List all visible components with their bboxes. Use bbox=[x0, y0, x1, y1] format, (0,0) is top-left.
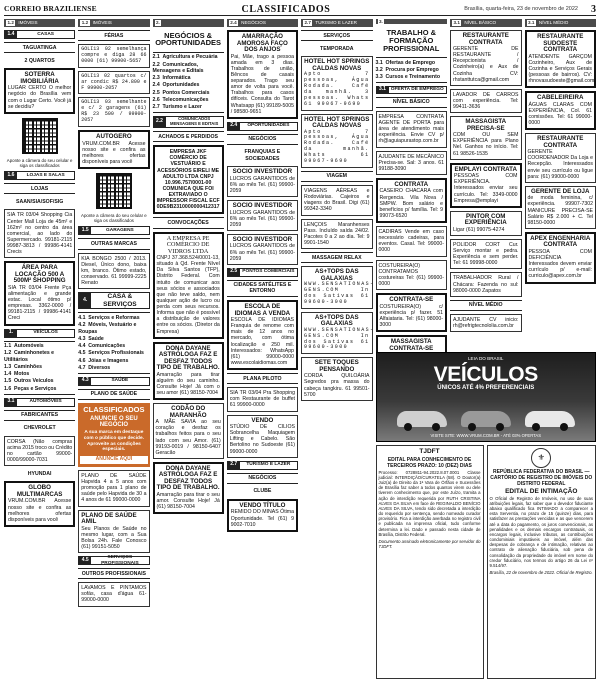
classified-ad: AUTOGERO VRUM.COM.BR Acesse nosso site e confira as melhores ofertas disponíveis para você bbox=[78, 130, 149, 169]
classified-ad: ESCOLA DE IDIOMAS A VENDA ESCOLA DE IDIOMAS Franquia de renome com mais de 12 anos no mercado, com ótima localização e 250 mil. Interessados: WhatsApp (61) 99000-0000 www.escolaidiomas.com bbox=[227, 300, 298, 370]
category-bar-oferta-emprego: 3.1 OFERTA DE EMPREGO bbox=[376, 86, 448, 94]
index-item: 4.5 Serviços Profissionais bbox=[78, 350, 144, 357]
classified-ad: RESTAURANTE CONTRATA GERENTE DE RESTAURANTE / Recepcionista / Cozinheiro(a) e Aux de Cozinha CV: rhstanttutca@gmail.com bbox=[450, 30, 522, 86]
category-bar-oportunidades: 2.4 OPORTUNIDADES bbox=[227, 122, 298, 131]
column-6 bbox=[375, 19, 448, 352]
classified-ad: HOTEL HOT SPRINGS CALDAS NOVAS Apto 7 pessoas, Água Rodada. Café da manhã. 3 pessoas. Whats 61 99067-9690 bbox=[301, 56, 373, 110]
classified-ad: AMARRAÇÃO AMOROSA FAÇO DOS ANJOS Pai, Mãe, trago a pessoa amada em 3 dias. Trabalhos de união, Bêncos de casais separados. Trago seu amor de volta para você. Trabalhos para casos difíceis. Consulta do Tarot Whatsapp (61) 99189-5005 / 98580-9651 bbox=[227, 30, 298, 119]
classified-ad: LAVADOR DE CARROS com experiência. Tel: 99411-3636 bbox=[450, 89, 522, 113]
category-bar-automoveis: 3.1 AUTOMÓVEIS bbox=[4, 398, 75, 407]
subcategory: NEGÓCIOS bbox=[227, 134, 298, 145]
category-bar-servicos-profissionais: 4.5 SERVIÇOS PROFISSIONAIS bbox=[78, 556, 149, 565]
classified-ad: HOTEL HOT SPRINGS CALDAS NOVAS Apto 7 pessoas, Água Rodada. Café da manhã. Whats 61 99067-9690 bbox=[301, 114, 373, 168]
vehicles-banner[interactable]: LEIA DO BRASIL VEÍCULOS ÚNICOS ATÉ 4% PREFERENCIAIS VISITE SITE: WWW.VRUM.COM.BR - ATÉ 03% OFERTAS bbox=[376, 352, 597, 442]
index-item: 4.6 Jóias e Imagens bbox=[78, 357, 129, 364]
column-1 bbox=[4, 19, 75, 679]
business-index bbox=[153, 52, 224, 113]
subcategory: TEMPORADA bbox=[320, 45, 354, 52]
classified-ad: PINTOR COM EXPERIÊNCIA Ligar (61) 99075-4274 bbox=[450, 211, 522, 236]
subcategory: CLUBE bbox=[253, 488, 272, 495]
subcategory: 2 QUARTOS bbox=[24, 57, 55, 64]
classified-ad: CONTRATA-SE COSTUREIRA(O) c/ experiência p/ fazer. 51 Alfaiataria. Tel: (61) 98000-3000 bbox=[376, 293, 448, 332]
subcategory: OUTRAS MARCAS bbox=[78, 238, 149, 249]
classified-ad: APEX ENGENHARIA CONTRATA PESSOA COM DEFICIÊNCIA Interessados devem enviar currículo p/ e-mail: curriculo@apex.com.br bbox=[525, 232, 597, 284]
section-tab: 2.4 NEGÓCIOS bbox=[227, 19, 298, 27]
subcategory: TAGUATINGA bbox=[4, 42, 75, 53]
index-item: 4.4 Comunicações bbox=[78, 343, 126, 350]
category-bar-casa-servicos: 4. CASA & SERVIÇOS bbox=[78, 292, 149, 309]
index-item: 4.2 Móveis, Vestuário e Roupas bbox=[78, 322, 137, 335]
classified-ad: EMPLAYI CONTRATA PESSOAS COM EXPERIÊNCIA. Interessados enviar seu currículo. Tel: 3349-0000 Empresa@emplayi bbox=[450, 163, 522, 208]
car-image bbox=[461, 411, 511, 427]
classified-ad: GOLI13 02 semelhança compre e diga 28 66 0000 (61) 99900-5657 bbox=[78, 44, 149, 68]
classified-ad: SOCIO INVESTIDOR LUCROS GARANTIDOS de 6% ao mês Tel. (61) 99900-2059 bbox=[227, 166, 298, 197]
banner-headline: VEÍCULOS bbox=[433, 363, 538, 386]
dateline: Brasília, quarta-feira, 23 de novembro de 2022 bbox=[464, 6, 578, 13]
classified-ad: GOLI13 03 semelhante e c/ 2 garagens (61) R$ 23 500 / 99900-2057 bbox=[78, 97, 149, 127]
section-tab: 2. bbox=[153, 19, 224, 27]
index-item: 4.1 Serviços e Reformas bbox=[78, 315, 140, 322]
court-notice: TJDFT EDITAL PARA CONHECIMENTO DE TERCEIROS PRAZO: 10 (DEZ) DIAS Processo: 0728811-94.2022.8.07.0001 Classe judicial: INTERDIÇÃO/CURATELA (58). O Doutor(a) Juiz(a) de Direito da 1ª Vara de Órfãos e Sucessões de Brasília faz saber a todos quantos virem ou dele tiverem conhecimento que, por este Juízo, tramita a ação de interdição requerida por RUTH CRISTINA ALVES DA SILVA em face de REGINALDO BENÍCIO ALVES DA SILVA, tendo sido decretada a interdição do requerido por sentença, sendo nomeado curador provisório. Fica a interdição averbada no registro civil e publicada na imprensa oficial, tudo conforme determina a lei. Dado e passado nesta cidade de Brasília, Distrito Federal. Documento assinado eletronicamente por servidor do TJDFT. bbox=[376, 445, 484, 679]
category-bar-casas: 1.4 CASAS bbox=[4, 30, 75, 39]
classified-ad: EMPRESA JKF COMÉRCIO DE VESTUÁRIO E ACESSÓRIOS EIRELI ME ADULTO LTDA CNPJ 10.996.757/0001-00 COMUNICA QUE FOI EXTRAVIADO O IMPRESSOR FISCAL ECF 0DE9B2310000000412317 bbox=[153, 145, 224, 214]
index-item: 1.6 Peças e Serviços bbox=[4, 385, 57, 392]
index-item: 1.2 Caminhonetes e Utilitários bbox=[4, 350, 55, 363]
subcategory: HYUNDAI bbox=[27, 470, 52, 477]
classified-ad: POLIDOR CORT Cur. Serviço montar e pedra. Experiência e sem perder. Tel: 61 99998-0000 bbox=[450, 239, 522, 270]
classified-ad: RESTAURANTE CONTRATA GERENTE COORDENADOR Da Loja e Recepção. Interessados envie seu currículo ou ligue para: (61) 99000-0000 bbox=[525, 133, 597, 183]
section-heading: NEGÓCIOS & OPORTUNIDADES bbox=[155, 30, 222, 48]
column-5 bbox=[301, 19, 373, 679]
classified-ad: MASSAGISTA PRECISA-SE COM OU SEM EXPERIÊNCIA para Plano Nel. Ganhos no início. Tel: 61 98526-1535 bbox=[450, 116, 522, 160]
classified-ad: GERENTE DE LOJA de moda feminina, c/ experiência. 99907-7302 MANICURE PRECISA-SE Salário R$ 2.000 + C. Tel 98150-0000 bbox=[525, 186, 597, 229]
section-tab: 3.1 NÍVEL MÉDIO bbox=[525, 19, 597, 27]
index-item: 4.7 Diversos bbox=[78, 365, 111, 372]
section-tab: 3.1 NÍVEL BÁSICO bbox=[450, 19, 522, 27]
classified-ad: CODÃO DO MARANHÃO A MÃE SAVIA ao seu coração e desfaz os trabalhos feitos para o seu lado com seu Amor. (61) 99193-0019 / 98150-6407 Geracão bbox=[153, 403, 224, 459]
registry-notice: ⚜ REPÚBLICA FEDERATIVA DO BRASIL — CARTÓRIO DE REGISTRO DE IMÓVEIS DO DISTRITO FEDERAL EDITAL DE INTIMAÇÃO O Oficial de Registro de Imóveis, no uso de suas atribuições legais, faz saber que o devedor fiduciante abaixo qualificado fica INTIMADO a comparecer a esta Serventia, no prazo de 15 (quinze) dias, para satisfazer as prestações vencidas e as que vencerem até a data do pagamento, os juros convencionais, as penalidades e os demais encargos contratuais, os encargos legais, inclusive tributos, as contribuições condominiais imputáveis ao imóvel, além das despesas de cobrança e de intimação, relativas ao contrato de alienação fiduciária, sob pena de consolidação da propriedade do imóvel em nome do credor fiduciário, nos termos do artigo 26 da Lei nº 9.514/97. Brasília, 22 de novembro de 2022. Oficial de Registro. bbox=[487, 445, 597, 679]
section-tab: 1.2 IMÓVEIS bbox=[78, 19, 149, 27]
subcategory: FRANQUIAS E SOCIEDADES bbox=[244, 149, 281, 162]
subcategory: MASSAGEM RELAX bbox=[301, 252, 373, 263]
index-item: 4.3 Saúde bbox=[78, 335, 104, 342]
subcategory: PLANA PILOTO bbox=[227, 373, 298, 384]
category-bar-garagens: 1.5 GARAGENS bbox=[78, 226, 149, 235]
classified-ad: CADIRAS Vende em caso necessário cadeiras, para eventos. Casal. Tel: 99000-0000 bbox=[376, 226, 448, 257]
classified-ad: VIAGENS AÉREAS e Rodoviárias. Cajeiros e viagens do Brasil. Digi (61) 99342-3340 bbox=[301, 185, 373, 216]
car-image bbox=[397, 411, 447, 427]
subcategory: CONVOCAÇÕES bbox=[153, 217, 224, 228]
classified-ad: SOCIO INVESTIDOR LUCROS GARANTIDOS de 6% ao mês Tel. (61) 99900-2059 bbox=[227, 234, 298, 265]
column-7 bbox=[450, 19, 522, 349]
column-2 bbox=[78, 19, 149, 679]
category-bar-saude: 4.3 SAÚDE bbox=[78, 377, 149, 386]
jobs-index bbox=[376, 57, 448, 83]
section-tab: 1.2 IMÓVEIS bbox=[4, 19, 75, 27]
index-item: 3.1 Ofertas de Emprego bbox=[375, 59, 436, 66]
qr-code[interactable] bbox=[22, 118, 58, 154]
section-tab: 2.7 TURISMO E LAZER bbox=[301, 19, 373, 27]
index-item: 2.1 Agricultura e Pecuária bbox=[152, 54, 218, 61]
classified-ad: SIA TR 03/04 Shopping Cia Center Mall Loja de 45m² e 162m² no centro da área comercial, ao lado do Supermercado. 99181-2115 99987-3813 / 99986-4141 Crecis bbox=[4, 209, 75, 258]
classified-ad: CABELEIREIRA ÁGUAS CLARAS COM EXPERIÊNCIA, Col. 61 comissões. Tel: 61 99000-0000 bbox=[525, 91, 597, 130]
newspaper-name: CORREIO BRAZILIENSE bbox=[4, 4, 97, 14]
column-8 bbox=[525, 19, 597, 349]
classified-ad: RESTAURANTE SUDOESTE CONTRATA ATENDENTE GARÇOM Cozinheiro, Aux de Cozinha e Serviços Gerais (pessoas de bairros). CV: rhnovasudoeste@gmail.com bbox=[525, 30, 597, 88]
subcategory: CIDADES SATÉLITES E ENTORNO bbox=[227, 280, 298, 297]
category-bar-turismo: 2.7 TURISMO E LAZER bbox=[227, 461, 298, 470]
index-item: 2.5 Pontos Comerciais bbox=[152, 89, 210, 96]
subcategory: PLANO DE SAÚDE bbox=[78, 389, 149, 400]
qr-code[interactable] bbox=[96, 173, 132, 209]
classified-ad: SOTERRA IMOBILIÁRIA LUGAR CERTO O melhor negócio do Brasília vem com o Lugar Certo. Você já se decidiu? bbox=[4, 68, 75, 114]
classified-ad: TRABALHADOR Rural / Chácara: Fazenda no sul: 98000-0000 Zapatos bbox=[450, 272, 522, 296]
advertise-button[interactable]: ANUNCIE AQUI bbox=[80, 456, 147, 464]
index-item: 1.5 Outros Veículos bbox=[4, 378, 54, 385]
index-item: 2.4 Oportunidades bbox=[152, 82, 200, 89]
section-tab: 3. bbox=[376, 19, 448, 24]
classified-ad: DONA DAYANE ASTRÓLOGA FAZ E DESFAZ TODOS TIPO DE TRABALHO. Amarração para tirar o seu amor. Consulte Hoje! Já (61) 98150-7004 bbox=[153, 462, 224, 514]
index-item: 1.3 Caminhões bbox=[4, 363, 42, 370]
classified-ad: DONA DAYANE ASTRÓLOGA FAZ E DESFAZ TODOS TIPO DE TRABALHO. Amarração para tirar alguém do seu caminho. Consulte Hoje! Já com o seu amor (61) 98150-7004 bbox=[153, 342, 224, 401]
index-item: 2.2 Comunicados, Mensagens e Editais bbox=[152, 61, 204, 74]
classified-ad: EMPRESA CONTRATA AGENTE DE PORTA para área de atendimento mais experiência. Envie CV p/ rh@aguiapurastop.com.br bbox=[376, 111, 448, 148]
classified-ad: VENDO STÚDIO DE CILIOS Sobrancelha Maquiagem Lifting e Cabelo. São Bertolino no Sudoeste (61) 99000-0000 bbox=[227, 415, 298, 458]
index-item: 2.6 Telecomunicações bbox=[152, 97, 209, 104]
subcategory: SAAN/SIA/SOF/SIG bbox=[15, 198, 64, 205]
classified-ad: SETE TOQUES PENSANDO CORDA QUILOÁRIA Segredos pra massa do cabeça tangkiru. 61 99501-5700 bbox=[301, 357, 373, 401]
subcategory: CHEVROLET bbox=[23, 425, 56, 432]
classified-ad: GLOBO MULTIMARCAS VRUM.COM.BR Acesse nosso site e confira as melhores ofertas disponíveis para você bbox=[4, 481, 75, 527]
section-heading: TRABALHO & FORMAÇÃO PROFISSIONAL bbox=[383, 27, 440, 53]
classified-ad: AJUDANTE DE MECÂNICO Precisa-se. Sal: 3 anos. 61 99188-3090 bbox=[376, 151, 448, 175]
coat-of-arms-icon: ⚜ bbox=[531, 448, 551, 468]
subcategory: LOJAS bbox=[4, 183, 75, 194]
index-item: 3.2 Procura por Emprego bbox=[375, 66, 439, 73]
subcategory: SERVIÇOS bbox=[301, 30, 373, 41]
column-4 bbox=[227, 19, 298, 679]
right-block bbox=[376, 19, 597, 679]
classified-ad: CONTRATA CASEIRO CHACARA com Rergencia. Vila Nova / SMPW. Bom salário e benefícios p/ família. Tel: 9 99073-6520 bbox=[376, 178, 448, 223]
subcategory: OUTROS PROFISSIONAIS bbox=[78, 568, 149, 579]
classified-ad: LAVAMOS E PINTAMOS sofás, casa d'água 61-99000-0000 bbox=[78, 582, 149, 606]
subcategory: NÍVEL BÁSICO bbox=[376, 97, 448, 108]
index-item: 3.3 Cursos e Treinamento bbox=[375, 74, 440, 81]
classified-ad: COSTUREIRA(O) CONTRATAMOS costureiras Tel: (61) 99900-0000 bbox=[376, 260, 448, 291]
classified-ad: A EMPRESA PE COMÉRCIO DE VIDROS LTDA CNPJ 37.368.524/0001-13, situado à Qd. Frente Nível Da Silva Santos (TFP), Distrito Federal. Com intuito de comunicar aos seus sócios e associados que não teve saldo, nem qualquer ação de lucro ou perda com seus recursos. Informa que não é possível a distribuição de valores entre os sócios. (Diretor da Empresa) bbox=[153, 232, 224, 339]
category-bar-veiculos: 1. VEÍCULOS bbox=[4, 329, 75, 338]
qr-caption: Aponte a câmera do seu celular e siga os classificados bbox=[81, 213, 147, 224]
car-image bbox=[525, 411, 575, 427]
classified-ad: PLANO DE SAÚDE Hapvida 4 a 5 anos com promoção para 1 plano de saúde pelo Hapvida de 30 a 4 anos de 61 99000-0000 bbox=[78, 470, 149, 507]
classified-ad: PLANO DE SAÚDE AMIL Seu Planos de Saúde no mesmo lugar, com a Sua Bolsa 24h. Fale Conosco (61) 99151-5050 bbox=[78, 510, 149, 554]
classified-ad: CORSA (Não compras acima 2015 troco ou Crédito no cartão 99000-0000/99000-7031 bbox=[4, 436, 75, 467]
advertise-promo[interactable]: CLASSIFICADOS ANUNCIE O SEU NEGÓCIO A sua marca em destaque com o público que decide. Aproveite as condições especiais. ANUNCIE AQUI bbox=[78, 403, 149, 467]
classified-ad: KIA BONGO 2500 / 2013. Diesel, Único dono, baixa km, branco. Ótimo estado, conservado. 61 99999-2225 Renato bbox=[78, 253, 149, 290]
category-bar-comunicados: 2.2 COMUNICADOS MENSAGENS E EDITAIS bbox=[153, 116, 224, 128]
classified-ad: LENÇOIS Maranhenses Pass. Incluído saída 24/02. Pacotes 0 a 2 ao dia. Tel: 9 9901-1540 bbox=[301, 219, 373, 250]
page-number: 3 bbox=[591, 3, 596, 15]
subcategory: FÉRIAS bbox=[78, 30, 149, 41]
subcategory: VIAGEM bbox=[301, 171, 373, 182]
classified-ad: AS+TOPS DAS GALAXIAS WWW.SENSATIONAS-GENS.COM In dos Sativas 61 99600-3000 bbox=[301, 266, 373, 309]
subcategory: FABRICANTES bbox=[4, 410, 75, 421]
qr-caption: Aponte a câmera do seu celular e siga os classificados bbox=[6, 157, 73, 168]
classified-ad: SIA TR 03/04 Pra Shopping com Restaurante de buffet 61 99900-0000 bbox=[227, 387, 298, 411]
classified-ad: AJUDANTE CV inicio: rh@refrigtecnololia.com.br bbox=[450, 314, 522, 332]
index-item: 1.4 Motos bbox=[4, 371, 30, 378]
subcategory: NÍVEL MÉDIO bbox=[450, 300, 522, 311]
page-header bbox=[4, 4, 596, 16]
index-item: 2.3 Informática bbox=[152, 75, 191, 82]
index-item: 1.1 Automóveis bbox=[4, 343, 44, 350]
category-bar-pontos-comerciais: 2.5 PONTOS COMERCIAIS bbox=[227, 268, 298, 277]
classified-ad: MASSAGISTA CONTRATA-SE bbox=[376, 335, 448, 381]
services-index bbox=[78, 312, 149, 373]
classified-ad: ÁREA PARA LOCAÇÃO 500 A 500M² SHOPPING SIA TR 03/04 Frente Pça alimentação e grande estac. Local ótimo p/ empresas. 3362-0000 / 99181-2115 / 99986-4141 Creci bbox=[4, 261, 75, 325]
subcategory: ACHADOS E PERDIDOS bbox=[153, 131, 224, 142]
classified-ad: GOLI13 02 quartos c/ ar condic R$ 24.800 e F 99900-2057 bbox=[78, 71, 149, 95]
classified-ad: AS+TOPS DAS GALAXIAS WWW.SENSATIONAS-GENS.COM In dos Sativas 61 99600-3000 bbox=[301, 312, 373, 355]
category-bar-lojas: 1.6 LOJAS E SALAS bbox=[4, 171, 75, 180]
index-item: 2.7 Turismo e Lazer bbox=[152, 104, 202, 111]
column-3 bbox=[153, 19, 224, 679]
vehicles-index bbox=[4, 341, 75, 395]
subcategory: NEGÓCIOS bbox=[227, 473, 298, 484]
classified-ad: VENDO TÍTULO REMIDO DO MINAS Ótima Oportunidade. Tel (61) 9 9002-7010 bbox=[227, 499, 298, 532]
section-title: CLASSIFICADOS bbox=[241, 3, 331, 15]
classified-ad: SOCIO INVESTIDOR LUCROS GARANTIDOS de 6% ao mês Tel. (61) 99900-2059 bbox=[227, 200, 298, 231]
